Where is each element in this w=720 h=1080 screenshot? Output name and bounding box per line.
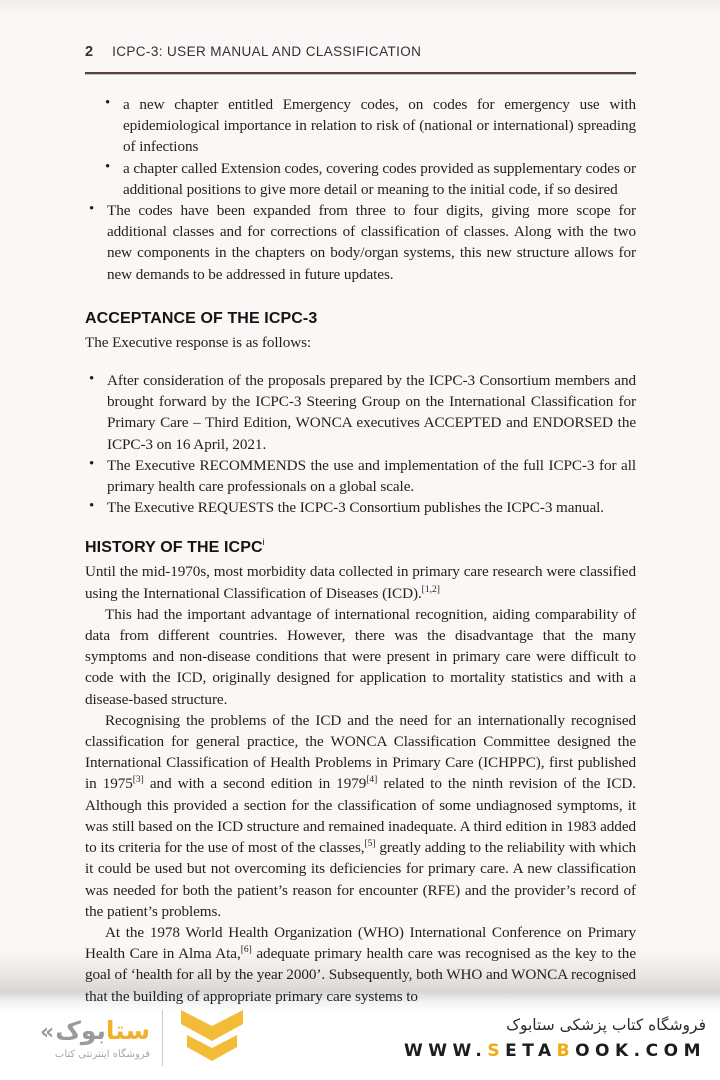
footnote-reference: [6] [240,945,252,956]
section-acceptance [85,310,636,519]
acceptance-bullet-list [85,370,636,518]
url-text: WWW. [404,1040,488,1061]
bullet-marker-icon [85,370,107,455]
running-header [85,44,636,60]
highlighted-letter: S [487,1040,506,1061]
logo-wordmark-block [40,1017,150,1060]
store-url [404,1041,706,1061]
footnote-reference: [5] [364,839,376,850]
page-number: 2 [85,44,94,60]
paragraph: At the 1978 World Health Organization (WHO) International Conference on Primary Health Care in Alma Ata,[6] adequate primary health care was recognised as the key to the goal of ‘health for all by the year 2000’. Subsequently, both WHO and WONCA recognised that the building of appropriate primary care systems to [85,923,636,1005]
logo-wordmark [40,1017,150,1047]
logo-tagline: فروشگاه اینترنتی کتاب [54,1048,151,1060]
paragraph: Until the mid-1970s, most morbidity data collected in primary care research were classified using the International Classification of Diseases (ICD).[1,2] [85,563,636,602]
bullet-text: a chapter called Extension codes, covering codes provided as supplementary codes or additional positions to give more detail or meaning to the initial code, if so desired [123,159,636,198]
footnote-marker: i [262,537,265,548]
footnote-reference: [1,2] [421,584,440,595]
footnote-reference: [3] [132,775,144,786]
bullet-text: The Executive RECOMMENDS the use and implementation of the full ICPC-3 for all primary health care professionals on a global scale. [107,456,636,496]
store-name-line: فروشگاه کتاب پزشکی ستابوک [506,1015,706,1034]
bullet-item [101,158,636,200]
bullet-marker-icon [101,94,123,158]
bullet-item [85,370,636,455]
bullet-text: After consideration of the proposals prepared by the ICPC-3 Consortium members and brought forward by the ICPC-3 Steering Group on the International Classification for Primary Care – Third Edition, WONCA executives ACCEPTED and ENDORSED the ICPC-3 on 16 April, 2021. [107,372,636,453]
footnote-reference: [4] [366,775,378,786]
bullet-text: The Executive REQUESTS the ICPC-3 Consortium publishes the ICPC-3 manual. [107,499,604,517]
bullet-text: The codes have been expanded from three to four digits, giving more scope for additional classes and for corrections of classification of classes. Along with the two new components in the chapters on body/organ systems, this new structure allows for new demands to be addressed in future updates. [107,202,636,283]
section-heading-history: HISTORY OF THE ICPC$^i$ [85,537,265,557]
bullet-marker-icon [85,200,107,285]
header-rule [85,72,636,74]
bullet-item [85,497,636,518]
bullet-item [85,455,636,497]
bullet-item [85,200,636,285]
bullet-text: a new chapter entitled Emergency codes, on codes for emergency use with epidemiological importance in relation to risk of (national or international) spreading of infections [123,96,636,156]
url-text: ETA [505,1040,557,1061]
history-paragraphs [85,561,636,1006]
bullet-item [101,94,636,158]
watermark-footer [0,1002,720,1080]
setabook-logo [40,1009,249,1067]
double-chevron-down-icon [175,1009,249,1067]
paragraph: This had the important advantage of international recognition, aiding comparability of data from different countries. However, there was the disadvantage that the many symptoms and non-disease conditions that were present in primary care were difficult to code with the ICD, originally designed for application to mortality statistics and with a disease-based structure. [85,605,636,708]
url-text: OOK.COM [575,1040,706,1061]
guillemet-icon: « [40,1019,55,1045]
bullet-marker-icon [85,497,107,518]
store-info [404,1016,706,1061]
running-title: ICPC-3: USER MANUAL AND CLASSIFICATION [112,44,422,59]
wordmark-yellow-part: ستا [105,1015,151,1045]
wordmark-gray-part: بوک [55,1015,106,1045]
bullet-marker-icon [101,158,123,200]
bullet-marker-icon [85,455,107,497]
acceptance-intro: The Executive response is as follows: [85,333,312,351]
paragraph: Recognising the problems of the ICD and the need for an internationally recognised classification for general practice, the WONCA Classification Committee designed the International Classification of Health Problems in Primary Care (ICHPPC), first published in 1975[3] and with a second edition in 1979[4] related to the ninth revision of the ICD. Although this provided a section for the classification of some undiagnosed symptoms, it was still based on the ICD structure and remained inadequate. A third edition in 1983 added to its criteria for the use of most of the classes,[5] greatly adding to the reliability with which it could be used but not overcoming its deficiencies for primary care. A new classification was needed for both the patient’s reason for encounter (RFE) and the provider’s record of the patient’s problems. [85,711,637,920]
page-content [85,44,636,1007]
section-history [85,537,636,1006]
highlighted-letter: B [556,1040,576,1061]
logo-divider [162,1010,163,1066]
section-heading-acceptance: ACCEPTANCE OF THE ICPC-3 [85,309,318,327]
intro-bullet-list [85,94,636,285]
